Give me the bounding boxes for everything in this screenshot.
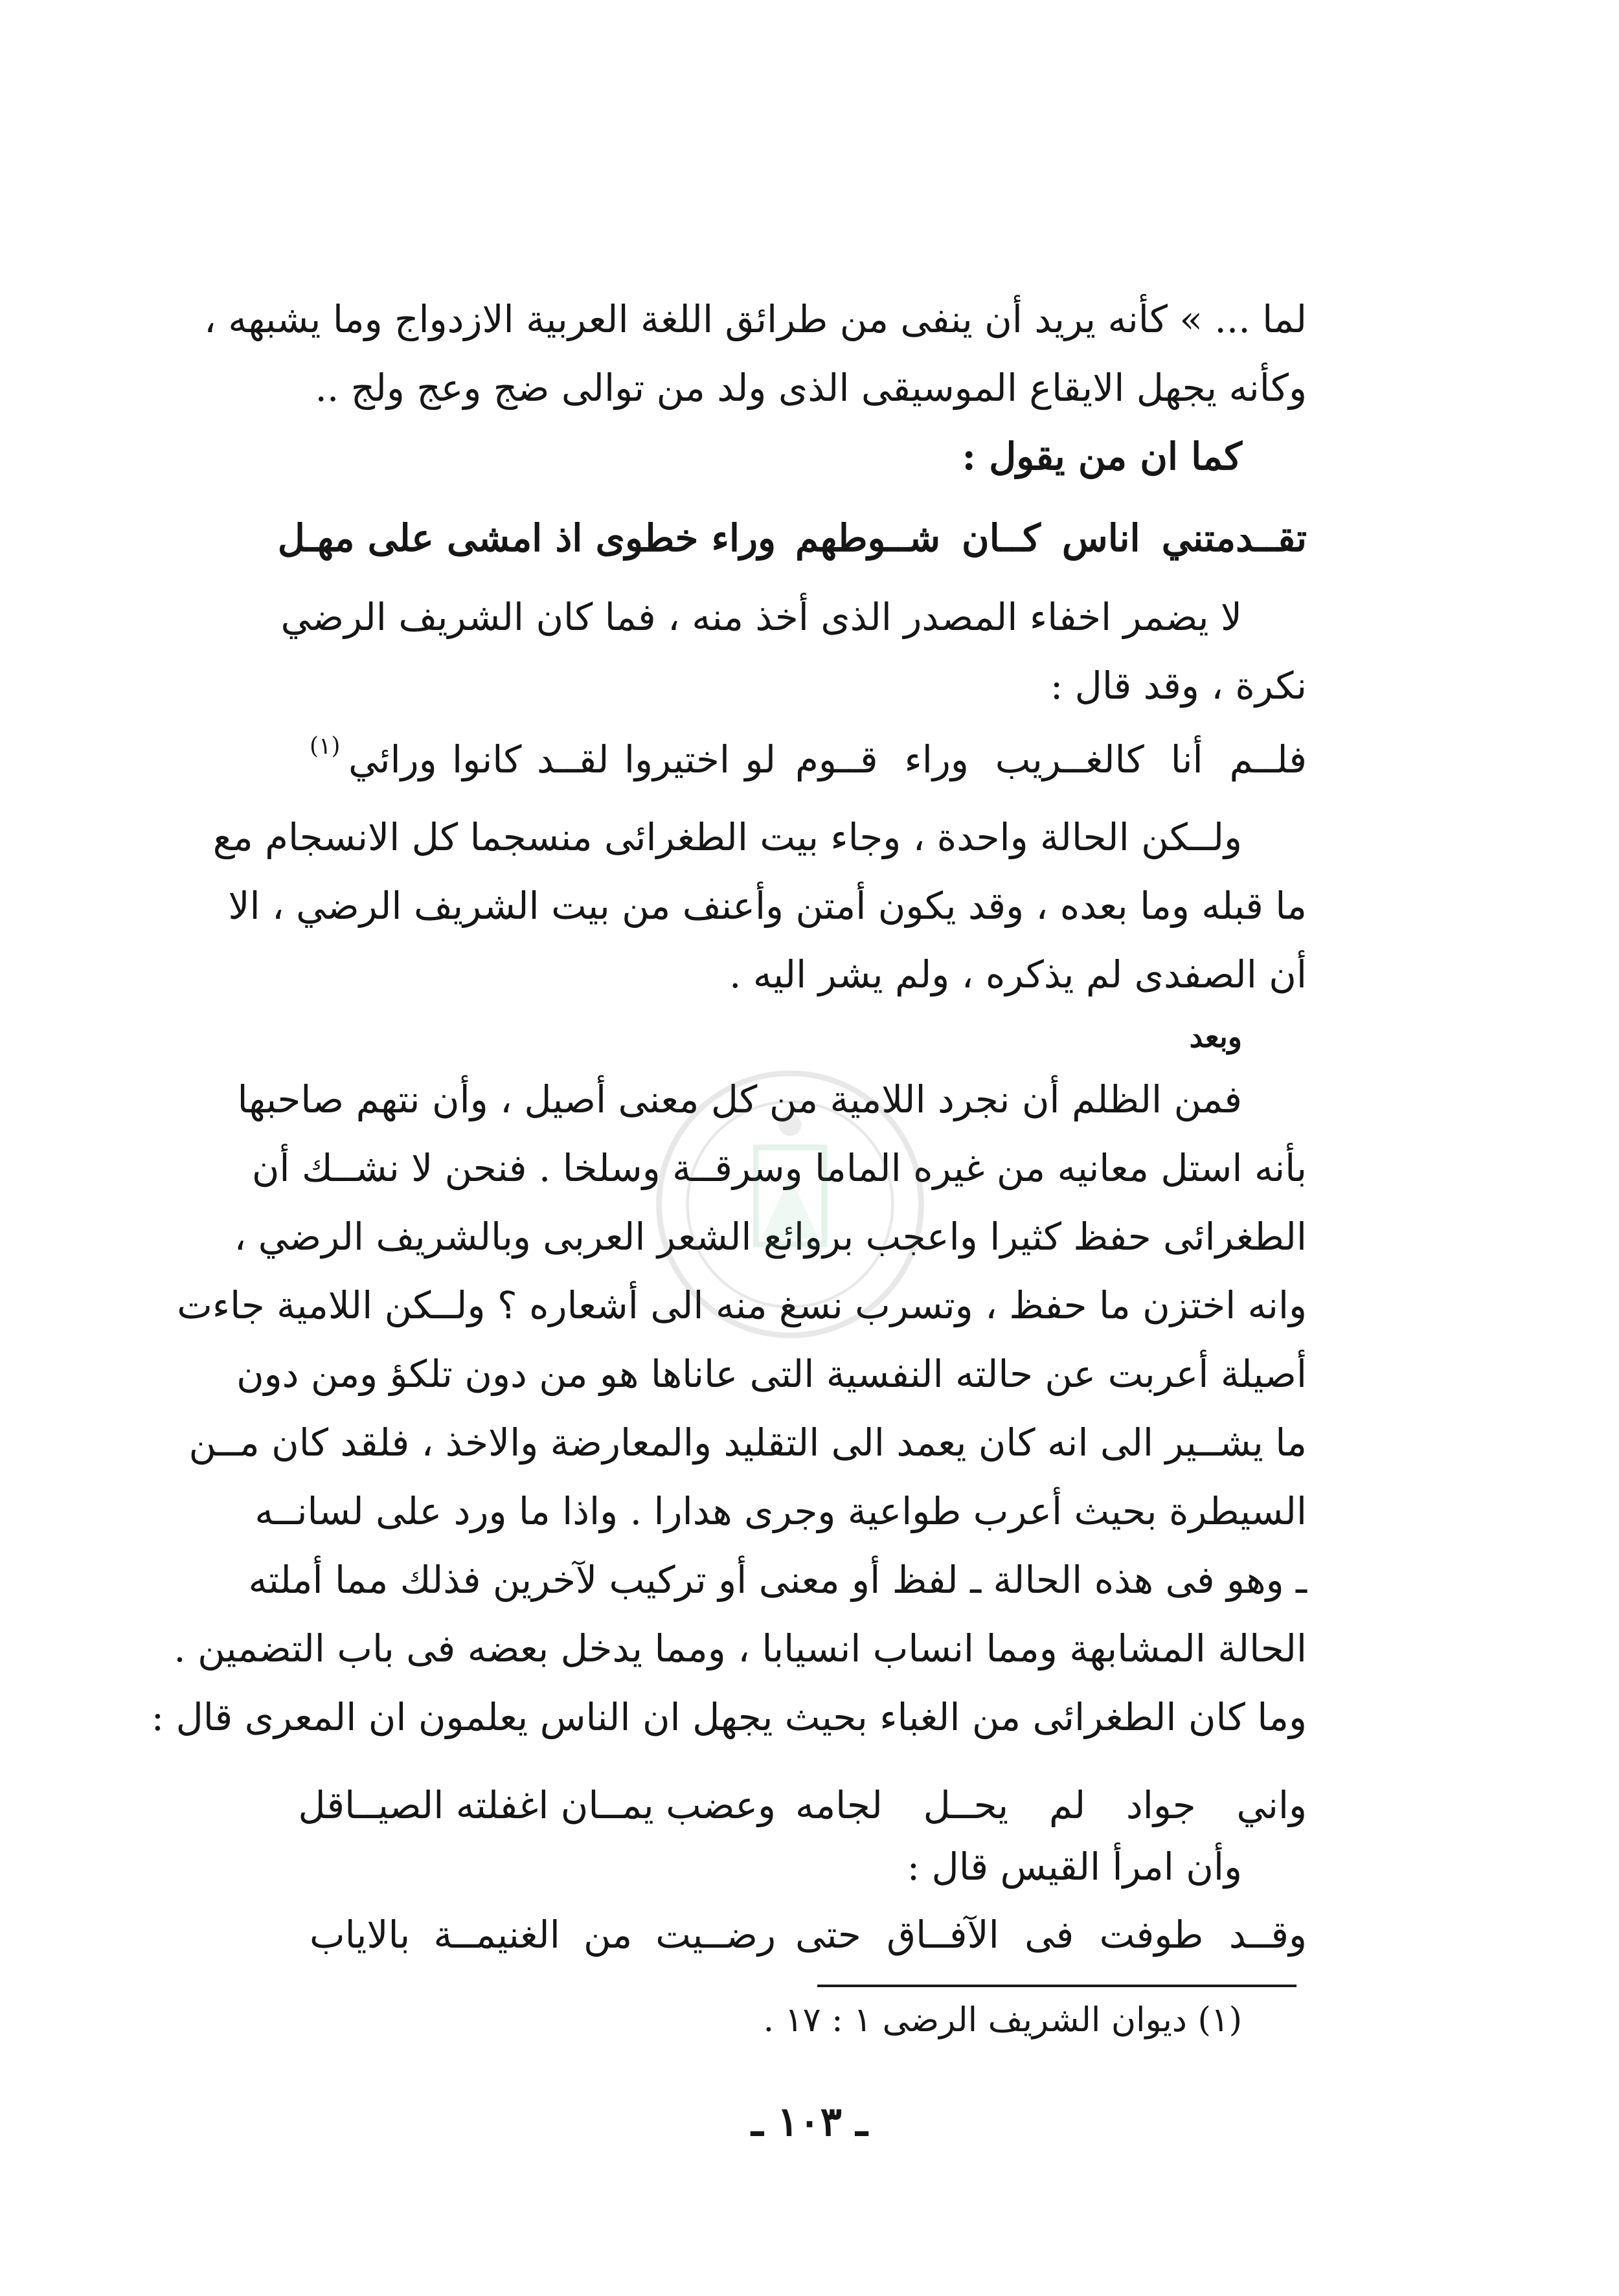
footnote-marker: (١) xyxy=(310,733,341,760)
text-line: وما كان الطغرائى من الغباء بحيث يجهل ان الناس يعلمون ان المعرى قال : xyxy=(151,1695,1307,1739)
text-line: السيطرة بحيث أعرب طواعية وجرى هدارا . واذا ما ورد على لسانــه xyxy=(255,1489,1307,1533)
verse-line xyxy=(277,504,1307,572)
verse-second-hemistich: لو اختيروا لقــد كانوا ورائي xyxy=(348,737,776,782)
text-line: وانه اختزن ما حفظ ، وتسرب نسغ منه الى أشعاره ؟ ولــكن اللامية جاءت xyxy=(177,1283,1307,1327)
verse-first-hemistich: وقــد طوفت فى الآفــاق حتى xyxy=(795,1913,1307,1957)
verse-first-hemistich: واني جواد لم يحــل لجامه xyxy=(795,1783,1307,1827)
text-line: بأنه استل معانيه من غيره الماما وسرقــة وسلخا . فنحن لا نشــك أن xyxy=(251,1146,1307,1190)
section-heading: وبعد xyxy=(1189,1019,1242,1054)
text-line: وكأنه يجهل الايقاع الموسيقى الذى ولد من توالى ضج وعج ولج .. xyxy=(315,366,1307,410)
text-line: وأن امرأ القيس قال : xyxy=(907,1845,1242,1889)
text-line: كما ان من يقول : xyxy=(962,434,1242,478)
text-line: ما يشــير الى انه كان يعمد الى التقليد والمعارضة والاخذ ، فلقد كان مــن xyxy=(188,1421,1307,1465)
verse-line xyxy=(310,1900,1307,1969)
text-line: الطغرائى حفظ كثيرا واعجب بروائع الشعر العربى وبالشريف الرضي ، xyxy=(234,1215,1307,1259)
verse-first-hemistich: فلــم أنا كالغــريب وراء قــوم xyxy=(795,737,1307,782)
text-line: فمن الظلم أن نجرد اللامية من كل معنى أصيل ، وأن نتهم صاحبها xyxy=(237,1077,1242,1121)
text-line: أن الصفدى لم يذكره ، ولم يشر اليه . xyxy=(729,952,1307,996)
text-line: لما ... » كأنه يريد أن ينفى من طرائق اللغة العربية الازدواج وما يشبهه ، xyxy=(204,297,1307,341)
text-line: ما قبله وما بعده ، وقد يكون أمتن وأعنف من بيت الشريف الرضي ، الا xyxy=(228,884,1307,928)
page-number: ـ ١٠٣ ـ xyxy=(751,2098,868,2145)
verse-first-hemistich: تقــدمتني اناس كــان شــوطهم xyxy=(795,516,1307,560)
footnote-divider xyxy=(817,1985,1296,1987)
verse-second-hemistich: وراء خطوى اذ امشى على مهـل xyxy=(277,516,776,560)
text-line: أصيلة أعربت عن حالته النفسية التى عاناها هو من دون تلكؤ ومن دون xyxy=(236,1352,1307,1396)
verse-second-hemistich: رضــيت من الغنيمــة بالاياب xyxy=(310,1913,776,1957)
text-line: ـ وهو فى هذه الحالة ـ لفظ أو معنى أو تركيب لآخرين فذلك مما أملته xyxy=(248,1558,1307,1602)
verse-line xyxy=(298,1771,1307,1840)
text-line: نكرة ، وقد قال : xyxy=(1050,664,1307,708)
text-line: لا يضمر اخفاء المصدر الذى أخذ منه ، فما كان الشريف الرضي xyxy=(280,595,1242,639)
verse-second-hemistich: وعضب يمــان اغفلته الصيــاقل xyxy=(298,1783,776,1827)
verse-line xyxy=(310,725,1307,794)
text-line: الحالة المشابهة ومما انساب انسيابا ، ومما يدخل بعضه فى باب التضمين . xyxy=(174,1626,1307,1671)
text-line: ولــكن الحالة واحدة ، وجاء بيت الطغرائى منسجما كل الانسجام مع xyxy=(212,815,1242,859)
footnote: (١) ديوان الشريف الرضى ١ : ١٧ . xyxy=(763,2001,1242,2040)
